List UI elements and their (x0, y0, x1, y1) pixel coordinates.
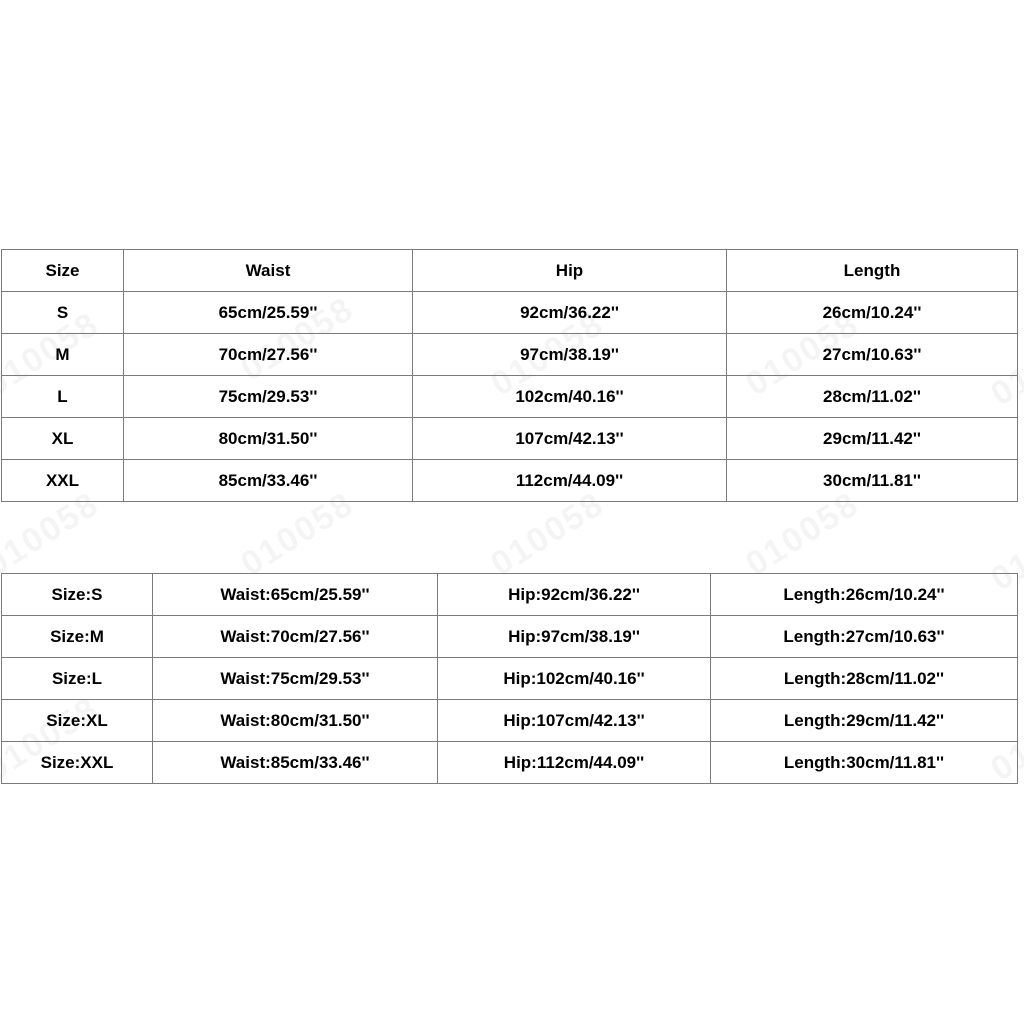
table-row (2, 334, 1018, 376)
cell-length: Length:28cm/11.02'' (711, 658, 1018, 700)
table-row (2, 616, 1018, 658)
cell-size: Size:S (2, 574, 153, 616)
cell-waist: Waist:80cm/31.50'' (153, 700, 438, 742)
cell-length: 30cm/11.81'' (727, 460, 1018, 502)
cell-size: Size:XXL (2, 742, 153, 784)
cell-size: XXL (2, 460, 124, 502)
cell-length: 26cm/10.24'' (727, 292, 1018, 334)
header-hip: Hip (413, 250, 727, 292)
cell-waist: 85cm/33.46'' (124, 460, 413, 502)
cell-hip: 102cm/40.16'' (413, 376, 727, 418)
table-row (2, 418, 1018, 460)
cell-size: L (2, 376, 124, 418)
cell-size: XL (2, 418, 124, 460)
cell-hip: 107cm/42.13'' (413, 418, 727, 460)
cell-length: 29cm/11.42'' (727, 418, 1018, 460)
cell-hip: 97cm/38.19'' (413, 334, 727, 376)
cell-size: Size:L (2, 658, 153, 700)
header-size: Size (2, 250, 124, 292)
cell-hip: Hip:107cm/42.13'' (438, 700, 711, 742)
cell-waist: 70cm/27.56'' (124, 334, 413, 376)
table-row (2, 574, 1018, 616)
cell-size: S (2, 292, 124, 334)
cell-length: Length:30cm/11.81'' (711, 742, 1018, 784)
header-length: Length (727, 250, 1018, 292)
cell-length: Length:26cm/10.24'' (711, 574, 1018, 616)
cell-length: 27cm/10.63'' (727, 334, 1018, 376)
cell-waist: Waist:75cm/29.53'' (153, 658, 438, 700)
cell-waist: Waist:65cm/25.59'' (153, 574, 438, 616)
cell-hip: Hip:92cm/36.22'' (438, 574, 711, 616)
size-list-table (1, 573, 1018, 784)
table-row (2, 292, 1018, 334)
cell-hip: 92cm/36.22'' (413, 292, 727, 334)
cell-waist: 65cm/25.59'' (124, 292, 413, 334)
cell-size: M (2, 334, 124, 376)
cell-hip: 112cm/44.09'' (413, 460, 727, 502)
header-waist: Waist (124, 250, 413, 292)
table-row (2, 700, 1018, 742)
table-row (2, 376, 1018, 418)
cell-waist: Waist:70cm/27.56'' (153, 616, 438, 658)
cell-length: 28cm/11.02'' (727, 376, 1018, 418)
cell-waist: Waist:85cm/33.46'' (153, 742, 438, 784)
table-row (2, 460, 1018, 502)
cell-hip: Hip:102cm/40.16'' (438, 658, 711, 700)
table-row (2, 658, 1018, 700)
table-header-row (2, 250, 1018, 292)
cell-hip: Hip:97cm/38.19'' (438, 616, 711, 658)
cell-length: Length:27cm/10.63'' (711, 616, 1018, 658)
table-row (2, 742, 1018, 784)
cell-waist: 80cm/31.50'' (124, 418, 413, 460)
cell-length: Length:29cm/11.42'' (711, 700, 1018, 742)
size-chart-table (1, 249, 1018, 502)
cell-waist: 75cm/29.53'' (124, 376, 413, 418)
cell-size: Size:XL (2, 700, 153, 742)
cell-hip: Hip:112cm/44.09'' (438, 742, 711, 784)
cell-size: Size:M (2, 616, 153, 658)
